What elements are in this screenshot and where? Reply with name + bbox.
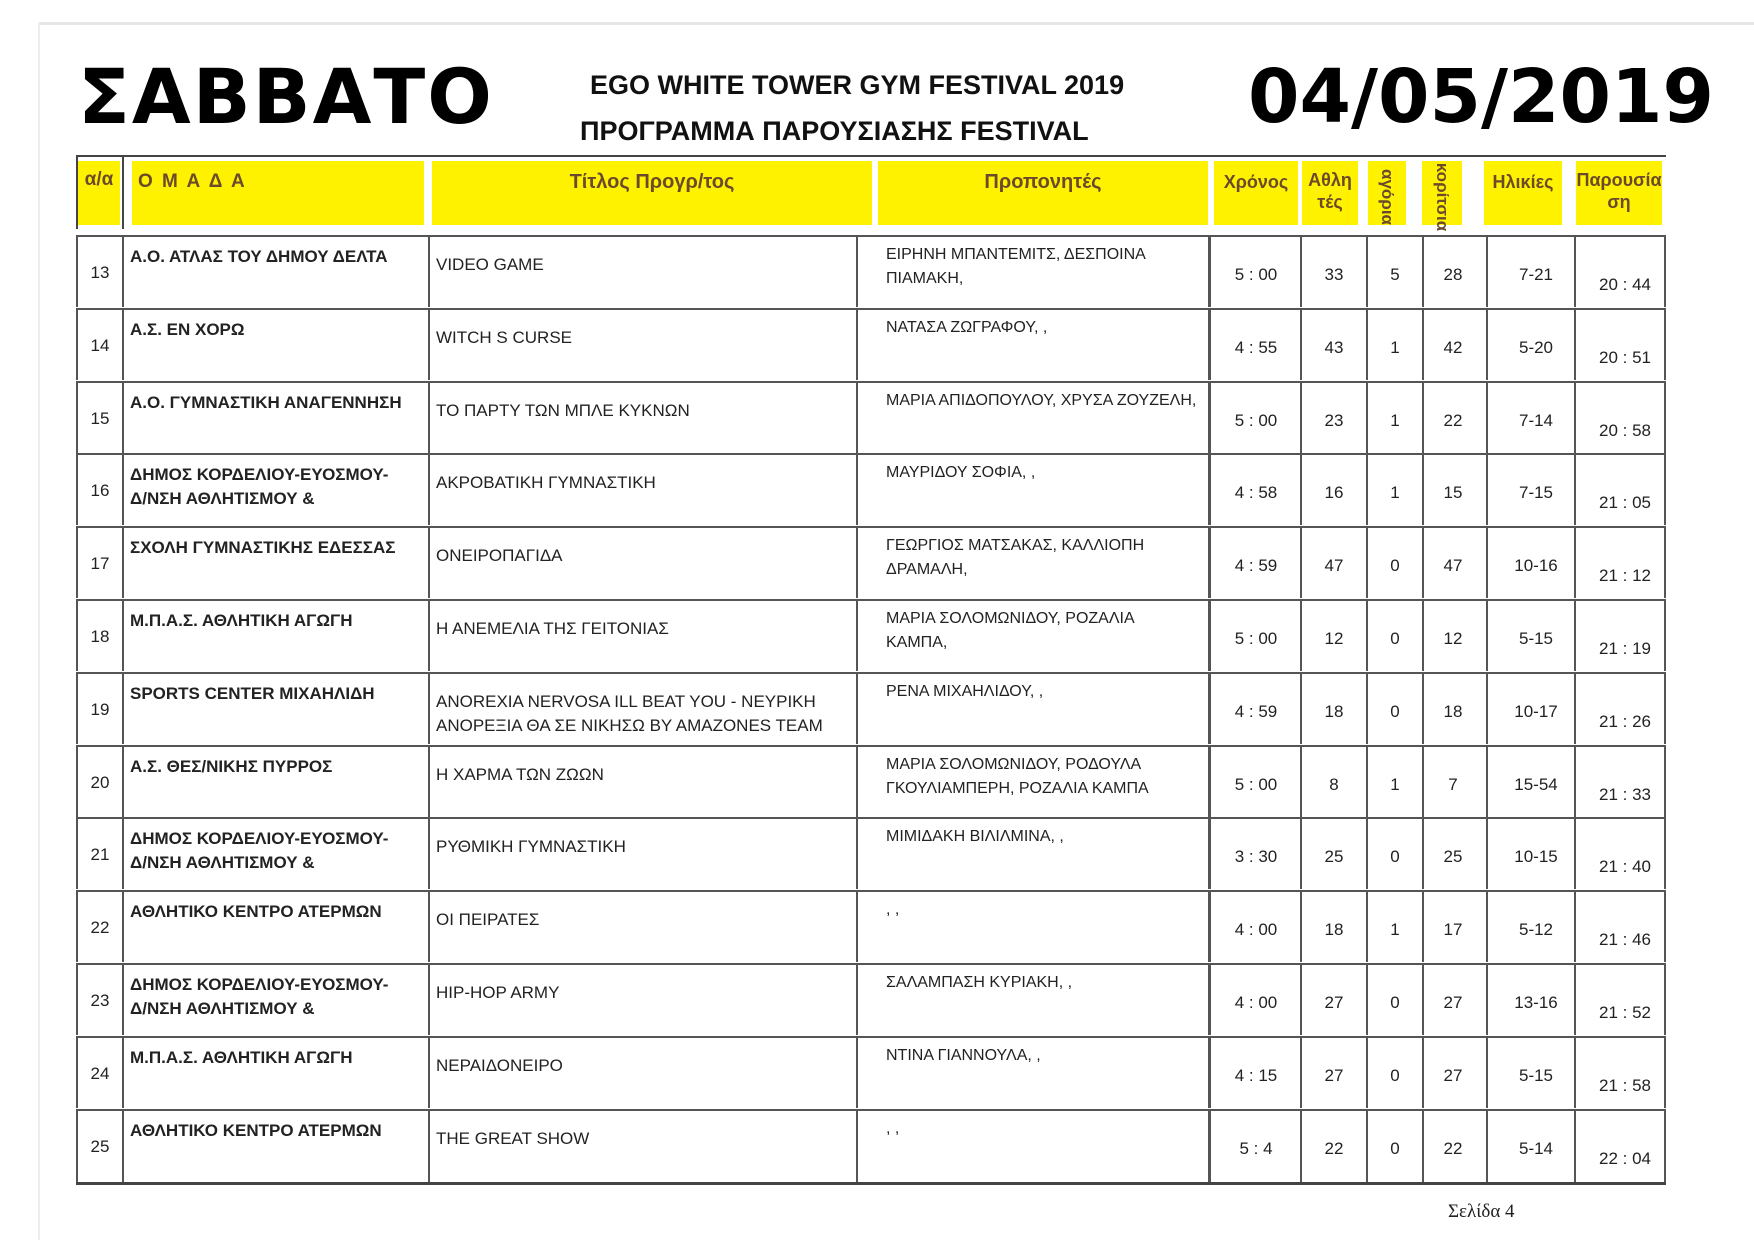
cell-team-line: Δ/ΝΣΗ ΑΘΛΗΤΙΣΜΟΥ &: [130, 853, 315, 873]
cell-aa-line: 21: [90, 845, 110, 865]
cell-aa: [76, 261, 124, 285]
cell-team: [130, 536, 430, 560]
col-presentation: [1576, 161, 1662, 225]
cell-team: [130, 682, 430, 706]
cell-title: [436, 1127, 936, 1151]
cell-title-line: ΝΕΡΑΙΔΟΝΕΙΡΟ: [436, 1055, 563, 1075]
cell-title-line: ΟΝΕΙΡΟΠΑΓΙΔΑ: [436, 546, 563, 566]
cell-athletes: [1302, 1137, 1366, 1161]
cell-coaches-line: ΜΑΡΙΑ ΑΠΙΔΟΠΟΥΛΟΥ, ΧΡΥΣΑ ΖΟΥΖΕΛΗ,: [886, 391, 1197, 409]
cell-ages-line: 5-20: [1518, 337, 1554, 357]
col-presentation-line-2: ση: [1607, 192, 1631, 212]
cell-aa: [76, 334, 124, 358]
cell-coaches-line: ΜΑΡΙΑ ΣΟΛΟΜΩΝΙΔΟΥ, ΡΟΔΟΥΛΑ: [886, 755, 1142, 773]
cell-ages: [1488, 1137, 1584, 1161]
cell-girls: [1424, 627, 1482, 651]
cell-time-line: 5 : 00: [1234, 265, 1278, 284]
cell-girls-line: 42: [1443, 337, 1463, 357]
cell-team: [130, 900, 430, 924]
col-team: Ο Μ Α Δ Α: [132, 161, 424, 225]
cell-title: [436, 399, 936, 423]
table-row: [76, 817, 1666, 889]
cell-girls-line: 27: [1443, 1065, 1463, 1085]
cell-title: [436, 690, 936, 738]
cell-aa: [76, 771, 124, 795]
cell-presentation-line: 20 : 44: [1599, 275, 1651, 294]
table-row: [76, 453, 1666, 525]
cell-coaches-line: , ,: [886, 901, 900, 919]
cell-coaches-line: ΔΡΑΜΑΛΗ,: [886, 561, 968, 579]
cell-ages-line: 5-12: [1518, 920, 1554, 940]
cell-girls: [1424, 1064, 1482, 1088]
cell-coaches-line: ΝΤΙΝΑ ΓΙΑΝΝΟΥΛΑ, ,: [886, 1046, 1041, 1064]
cell-team: [130, 827, 430, 875]
col-coaches: Προπονητές: [878, 161, 1208, 225]
cell-team-line: ΔΗΜΟΣ ΚΟΡΔΕΛΙΟΥ-ΕΥΟΣΜΟΥ-: [130, 465, 389, 485]
cell-time-line: 4 : 15: [1234, 1065, 1278, 1085]
cell-boys: [1366, 700, 1424, 724]
cell-aa-line: 25: [90, 1136, 110, 1156]
table-row: [76, 599, 1666, 671]
cell-boys-line: 0: [1390, 629, 1400, 648]
cell-presentation-line: 21 : 19: [1599, 639, 1651, 658]
cell-presentation-line: 21 : 52: [1599, 1003, 1651, 1022]
cell-coaches-line: ΚΑΜΠΑ,: [886, 634, 948, 651]
cell-boys: [1366, 627, 1424, 651]
event-date: 04/05/2019: [1248, 54, 1714, 140]
cell-title: [436, 1054, 936, 1078]
cell-aa: [76, 698, 124, 722]
cell-boys: [1366, 554, 1424, 578]
cell-athletes-line: 27: [1324, 1065, 1344, 1085]
cell-ages: [1488, 1064, 1584, 1088]
cell-girls-line: 7: [1448, 774, 1458, 794]
cell-ages-line: 15-54: [1514, 774, 1558, 794]
cell-boys: [1366, 1137, 1424, 1161]
cell-girls-line: 27: [1443, 993, 1463, 1012]
cell-boys-line: 0: [1390, 1065, 1400, 1085]
cell-girls-line: 28: [1443, 265, 1463, 284]
cell-girls-line: 22: [1443, 410, 1463, 430]
cell-title: [436, 471, 936, 495]
cell-team: [130, 245, 430, 269]
cell-athletes-line: 25: [1324, 847, 1344, 867]
cell-title: [436, 835, 936, 859]
col-athletes: [1302, 161, 1358, 225]
cell-athletes-line: 12: [1324, 629, 1344, 648]
cell-team: [130, 391, 430, 415]
cell-team-line: ΔΗΜΟΣ ΚΟΡΔΕΛΙΟΥ-ΕΥΟΣΜΟΥ-: [130, 829, 389, 849]
cell-aa-line: 23: [90, 991, 110, 1010]
cell-boys: [1366, 845, 1424, 869]
cell-boys: [1366, 773, 1424, 797]
header-border: [122, 155, 124, 229]
cell-team: [130, 973, 430, 1021]
cell-girls: [1424, 700, 1482, 724]
cell-team-line: ΑΘΛΗΤΙΚΟ ΚΕΝΤΡΟ ΑΤΕΡΜΩΝ: [130, 1120, 382, 1140]
cell-ages: [1488, 991, 1584, 1015]
cell-boys-line: 1: [1390, 483, 1400, 503]
cell-team: [130, 1119, 430, 1143]
cell-aa-line: 20: [90, 772, 110, 792]
cell-ages-line: 10-17: [1514, 701, 1558, 721]
cell-girls: [1424, 554, 1482, 578]
cell-ages-line: 7-15: [1518, 483, 1554, 503]
cell-title: [436, 326, 936, 350]
cell-athletes: [1302, 918, 1366, 942]
cell-presentation-line: 21 : 33: [1599, 784, 1651, 804]
cell-time-line: 4 : 00: [1234, 920, 1278, 940]
cell-time: [1210, 773, 1302, 797]
cell-athletes-line: 23: [1324, 410, 1344, 430]
cell-time-line: 5 : 00: [1234, 410, 1278, 430]
cell-presentation-line: 21 : 05: [1599, 493, 1651, 513]
cell-title: [436, 908, 936, 932]
cell-team-line: Α.Ο. ΑΤΛΑΣ ΤΟΥ ΔΗΜΟΥ ΔΕΛΤΑ: [130, 247, 388, 266]
cell-boys-line: 0: [1390, 701, 1400, 721]
cell-girls: [1424, 1137, 1482, 1161]
cell-time: [1210, 263, 1302, 287]
cell-boys-line: 0: [1390, 1138, 1400, 1158]
cell-athletes: [1302, 773, 1366, 797]
cell-team: [130, 1046, 430, 1070]
cell-ages: [1488, 773, 1584, 797]
col-aa: α/α: [78, 161, 120, 225]
cell-presentation: [1584, 928, 1666, 952]
cell-team-line: Δ/ΝΣΗ ΑΘΛΗΤΙΣΜΟΥ &: [130, 489, 315, 509]
cell-athletes-line: 22: [1324, 1138, 1344, 1158]
cell-athletes: [1302, 481, 1366, 505]
cell-ages-line: 7-14: [1518, 410, 1554, 430]
cell-aa: [76, 843, 124, 867]
cell-time-line: 4 : 59: [1234, 556, 1278, 576]
cell-ages: [1488, 845, 1584, 869]
cell-team-line: Α.Σ. ΘΕΣ/ΝΙΚΗΣ ΠΥΡΡΟΣ: [130, 756, 333, 776]
table-row: [76, 1036, 1666, 1108]
cell-athletes: [1302, 554, 1366, 578]
cell-team-line: ΔΗΜΟΣ ΚΟΡΔΕΛΙΟΥ-ΕΥΟΣΜΟΥ-: [130, 975, 389, 994]
cell-athletes-line: 8: [1329, 774, 1339, 794]
cell-ages: [1488, 263, 1584, 287]
cell-ages-line: 5-14: [1518, 1138, 1554, 1158]
cell-ages-line: 7-21: [1518, 265, 1554, 284]
cell-ages-line: 5-15: [1518, 1065, 1554, 1085]
cell-team-line: Α.Σ. ΕΝ ΧΟΡΩ: [130, 319, 245, 339]
cell-athletes: [1302, 1064, 1366, 1088]
cell-ages: [1488, 409, 1584, 433]
cell-coaches-line: ΜΑΥΡΙΔΟΥ ΣΟΦΙΑ, ,: [886, 464, 1036, 482]
cell-presentation: [1584, 1147, 1666, 1171]
cell-time: [1210, 481, 1302, 505]
cell-title-line: ΑΚΡΟΒΑΤΙΚΗ ΓΥΜΝΑΣΤΙΚΗ: [436, 473, 656, 493]
cell-coaches-line: ΕΙΡΗΝΗ ΜΠΑΝΤΕΜΙΤΣ, ΔΕΣΠΟΙΝΑ: [886, 246, 1146, 263]
cell-title: [436, 981, 936, 1005]
cell-boys: [1366, 409, 1424, 433]
col-girls: [1422, 161, 1462, 232]
cell-boys: [1366, 991, 1424, 1015]
cell-team: [130, 318, 430, 342]
cell-athletes-line: 16: [1324, 483, 1344, 503]
cell-girls: [1424, 336, 1482, 360]
cell-presentation: [1584, 710, 1666, 734]
cell-title-line: THE GREAT SHOW: [436, 1128, 590, 1148]
cell-coaches-line: ΠΙΑΜΑΚΗ,: [886, 270, 964, 287]
cell-team-line: ΣΧΟΛΗ ΓΥΜΝΑΣΤΙΚΗΣ ΕΔΕΣΣΑΣ: [130, 538, 396, 558]
table-row: [76, 235, 1666, 307]
cell-title-line: WITCH S CURSE: [436, 327, 572, 347]
table-row: [76, 672, 1666, 744]
cell-coaches-line: , ,: [886, 1119, 900, 1137]
cell-aa: [76, 479, 124, 503]
cell-girls-line: 18: [1443, 701, 1463, 721]
cell-presentation-line: 21 : 40: [1599, 857, 1651, 877]
cell-presentation-line: 20 : 58: [1599, 420, 1651, 440]
cell-ages: [1488, 481, 1584, 505]
cell-athletes: [1302, 336, 1366, 360]
cell-title: [436, 544, 936, 568]
cell-time: [1210, 918, 1302, 942]
program-title: ΠΡΟΓΡΑΜΜΑ ΠΑΡΟΥΣΙΑΣΗΣ FESTIVAL: [580, 116, 1089, 146]
cell-girls-line: 47: [1443, 556, 1463, 576]
cell-time: [1210, 845, 1302, 869]
cell-boys-line: 1: [1390, 337, 1400, 357]
cell-boys-line: 5: [1390, 265, 1400, 284]
cell-time-line: 3 : 30: [1234, 847, 1278, 867]
cell-team: [130, 463, 430, 511]
cell-ages-line: 10-16: [1514, 556, 1558, 576]
sheet-edge: [38, 22, 40, 1240]
cell-team-line: Δ/ΝΣΗ ΑΘΛΗΤΙΣΜΟΥ &: [130, 999, 315, 1018]
cell-time-line: 5 : 00: [1234, 629, 1278, 648]
cell-team-line: ΑΘΛΗΤΙΚΟ ΚΕΝΤΡΟ ΑΤΕΡΜΩΝ: [130, 902, 382, 922]
cell-athletes: [1302, 991, 1366, 1015]
cell-athletes-line: 18: [1324, 701, 1344, 721]
cell-girls-line: 25: [1443, 847, 1463, 867]
sheet-edge: [40, 22, 1754, 25]
cell-boys-line: 1: [1390, 920, 1400, 940]
cell-aa-line: 24: [90, 1063, 110, 1083]
cell-coaches-line: ΜΑΡΙΑ ΣΟΛΟΜΩΝΙΔΟΥ, ΡΟΖΑΛΙΑ: [886, 610, 1135, 627]
cell-title: [436, 763, 936, 787]
cell-title: [436, 617, 936, 641]
cell-aa-line: 14: [90, 335, 110, 355]
cell-presentation: [1584, 564, 1666, 588]
cell-coaches-line: ΡΕΝΑ ΜΙΧΑΗΛΙΔΟΥ, ,: [886, 682, 1044, 700]
cell-time-line: 4 : 58: [1234, 483, 1278, 503]
cell-title-line: ΑΝΟΡΕΞΙΑ ΘΑ ΣΕ ΝΙΚΗΣΩ BY AMAZONES TEAM: [436, 715, 823, 735]
cell-aa: [76, 1062, 124, 1086]
cell-presentation: [1584, 491, 1666, 515]
col-ages: Ηλικίες: [1484, 161, 1562, 225]
page-number: Σελίδα 4: [1448, 1201, 1515, 1222]
cell-boys: [1366, 263, 1424, 287]
cell-team-line: SPORTS CENTER ΜΙΧΑΗΛΙΔΗ: [130, 683, 375, 703]
cell-time: [1210, 700, 1302, 724]
cell-team-line: Μ.Π.Α.Σ. ΑΘΛΗΤΙΚΗ ΑΓΩΓΗ: [130, 1047, 353, 1067]
cell-aa-line: 19: [90, 699, 110, 719]
cell-ages-line: 13-16: [1514, 993, 1558, 1012]
cell-athletes-line: 27: [1324, 993, 1344, 1012]
col-girls-label: κορίτσια: [1433, 162, 1452, 232]
cell-girls: [1424, 481, 1482, 505]
cell-aa-line: 18: [90, 627, 110, 646]
cell-presentation-line: 20 : 51: [1599, 347, 1651, 367]
cell-aa: [76, 407, 124, 431]
cell-athletes: [1302, 700, 1366, 724]
cell-time: [1210, 1137, 1302, 1161]
cell-team: [130, 755, 430, 779]
cell-presentation: [1584, 783, 1666, 807]
col-presentation-line-1: Παρουσία: [1576, 170, 1662, 190]
cell-ages-line: 10-15: [1514, 847, 1558, 867]
cell-aa: [76, 552, 124, 576]
cell-athletes-line: 18: [1324, 920, 1344, 940]
cell-girls-line: 17: [1443, 920, 1463, 940]
cell-aa-line: 15: [90, 408, 110, 428]
col-title: Τίτλος Προγρ/τος: [432, 161, 872, 225]
cell-boys: [1366, 336, 1424, 360]
col-athletes-line-2: τές: [1317, 192, 1343, 212]
cell-time-line: 4 : 59: [1234, 701, 1278, 721]
cell-title-line: ANOREXIA NERVOSA ILL BEAT YOU - ΝΕΥΡΙΚΗ: [436, 691, 816, 711]
cell-aa: [76, 1135, 124, 1159]
cell-aa-line: 13: [90, 263, 110, 282]
cell-aa-line: 17: [90, 554, 110, 574]
cell-aa-line: 16: [90, 481, 110, 501]
cell-athletes-line: 33: [1324, 265, 1344, 284]
festival-title: EGO WHITE TOWER GYM FESTIVAL 2019: [590, 70, 1125, 100]
cell-presentation-line: 21 : 12: [1599, 566, 1651, 586]
cell-title-line: ΤΟ ΠΑΡΤΥ ΤΩΝ ΜΠΛΕ ΚΥΚΝΩΝ: [436, 400, 690, 420]
col-boys: [1368, 161, 1406, 225]
cell-time-line: 4 : 00: [1234, 993, 1278, 1012]
cell-team: [130, 609, 430, 633]
cell-presentation-line: 21 : 26: [1599, 711, 1651, 731]
cell-coaches-line: ΣΑΛΑΜΠΑΣΗ ΚΥΡΙΑΚΗ, ,: [886, 974, 1073, 991]
cell-title-line: ΟΙ ΠΕΙΡΑΤΕΣ: [436, 910, 540, 930]
cell-boys: [1366, 481, 1424, 505]
cell-title-line: VIDEO GAME: [436, 255, 544, 274]
cell-athletes: [1302, 845, 1366, 869]
cell-boys-line: 0: [1390, 847, 1400, 867]
cell-ages: [1488, 336, 1584, 360]
cell-boys: [1366, 1064, 1424, 1088]
table-row: [76, 1109, 1666, 1185]
cell-boys-line: 0: [1390, 993, 1400, 1012]
table-row: [76, 963, 1666, 1035]
cell-girls-line: 15: [1443, 483, 1463, 503]
cell-title-line: HIP-HOP ARMY: [436, 983, 560, 1002]
table-header: [76, 155, 1666, 232]
cell-aa-line: 22: [90, 918, 110, 938]
cell-presentation: [1584, 1074, 1666, 1098]
cell-coaches-line: ΝΑΤΑΣΑ ΖΩΓΡΑΦΟΥ, ,: [886, 318, 1048, 336]
cell-athletes-line: 47: [1324, 556, 1344, 576]
cell-presentation: [1584, 419, 1666, 443]
cell-ages: [1488, 700, 1584, 724]
cell-time-line: 4 : 55: [1234, 337, 1278, 357]
cell-girls: [1424, 991, 1482, 1015]
cell-coaches-line: ΜΙΜΙΔΑΚΗ ΒΙΛΙΛΜΙΝΑ, ,: [886, 828, 1064, 846]
cell-presentation-line: 22 : 04: [1599, 1148, 1651, 1168]
cell-boys-line: 1: [1390, 410, 1400, 430]
col-athletes-line-1: Αθλη: [1308, 170, 1352, 190]
cell-presentation: [1584, 637, 1666, 661]
cell-girls: [1424, 918, 1482, 942]
cell-athletes: [1302, 409, 1366, 433]
cell-presentation: [1584, 855, 1666, 879]
cell-title-line: Η ΧΑΡΜΑ ΤΩΝ ΖΩΩΝ: [436, 764, 604, 784]
cell-time: [1210, 336, 1302, 360]
cell-girls: [1424, 773, 1482, 797]
cell-athletes: [1302, 263, 1366, 287]
cell-coaches-line: ΓΕΩΡΓΙΟΣ ΜΑΤΣΑΚΑΣ, ΚΑΛΛΙΟΠΗ: [886, 537, 1145, 555]
cell-girls: [1424, 263, 1482, 287]
cell-athletes-line: 43: [1324, 337, 1344, 357]
cell-presentation: [1584, 1001, 1666, 1025]
cell-time: [1210, 1064, 1302, 1088]
cell-aa: [76, 989, 124, 1013]
col-time: Χρόνος: [1214, 161, 1298, 225]
cell-presentation: [1584, 273, 1666, 297]
header-top-border: [76, 155, 1666, 157]
cell-athletes: [1302, 627, 1366, 651]
cell-time: [1210, 991, 1302, 1015]
cell-ages-line: 5-15: [1518, 629, 1554, 648]
cell-time: [1210, 554, 1302, 578]
cell-boys-line: 1: [1390, 774, 1400, 794]
day-label: ΣΑΒΒΑΤΟ: [78, 52, 494, 141]
cell-ages: [1488, 918, 1584, 942]
cell-aa: [76, 625, 124, 649]
table-row: [76, 308, 1666, 380]
cell-time-line: 5 : 4: [1239, 1138, 1273, 1158]
table-row: [76, 745, 1666, 817]
cell-time: [1210, 409, 1302, 433]
cell-boys: [1366, 918, 1424, 942]
cell-girls-line: 22: [1443, 1138, 1463, 1158]
cell-time: [1210, 627, 1302, 651]
cell-ages: [1488, 627, 1584, 651]
cell-title-line: ΡΥΘΜΙΚΗ ΓΥΜΝΑΣΤΙΚΗ: [436, 837, 626, 857]
cell-presentation: [1584, 346, 1666, 370]
cell-time-line: 5 : 00: [1234, 774, 1278, 794]
cell-boys-line: 0: [1390, 556, 1400, 576]
cell-coaches-line: ΓΚΟΥΛΙΑΜΠΕΡΗ, ΡΟΖΑΛΙΑ ΚΑΜΠΑ: [886, 779, 1149, 797]
table-row: [76, 381, 1666, 453]
cell-girls: [1424, 845, 1482, 869]
cell-team-line: Μ.Π.Α.Σ. ΑΘΛΗΤΙΚΗ ΑΓΩΓΗ: [130, 611, 353, 630]
cell-ages: [1488, 554, 1584, 578]
cell-aa: [76, 916, 124, 940]
cell-girls: [1424, 409, 1482, 433]
cell-presentation-line: 21 : 58: [1599, 1075, 1651, 1095]
cell-girls-line: 12: [1443, 629, 1463, 648]
cell-presentation-line: 21 : 46: [1599, 930, 1651, 950]
cell-title: [436, 253, 936, 277]
table-row: [76, 890, 1666, 962]
col-boys-label: αγόρια: [1378, 169, 1397, 225]
cell-title-line: Η ΑΝΕΜΕΛΙΑ ΤΗΣ ΓΕΙΤΟΝΙΑΣ: [436, 619, 669, 638]
table-row: [76, 526, 1666, 598]
cell-team-line: Α.Ο. ΓΥΜΝΑΣΤΙΚΗ ΑΝΑΓΕΝΝΗΣΗ: [130, 392, 402, 412]
